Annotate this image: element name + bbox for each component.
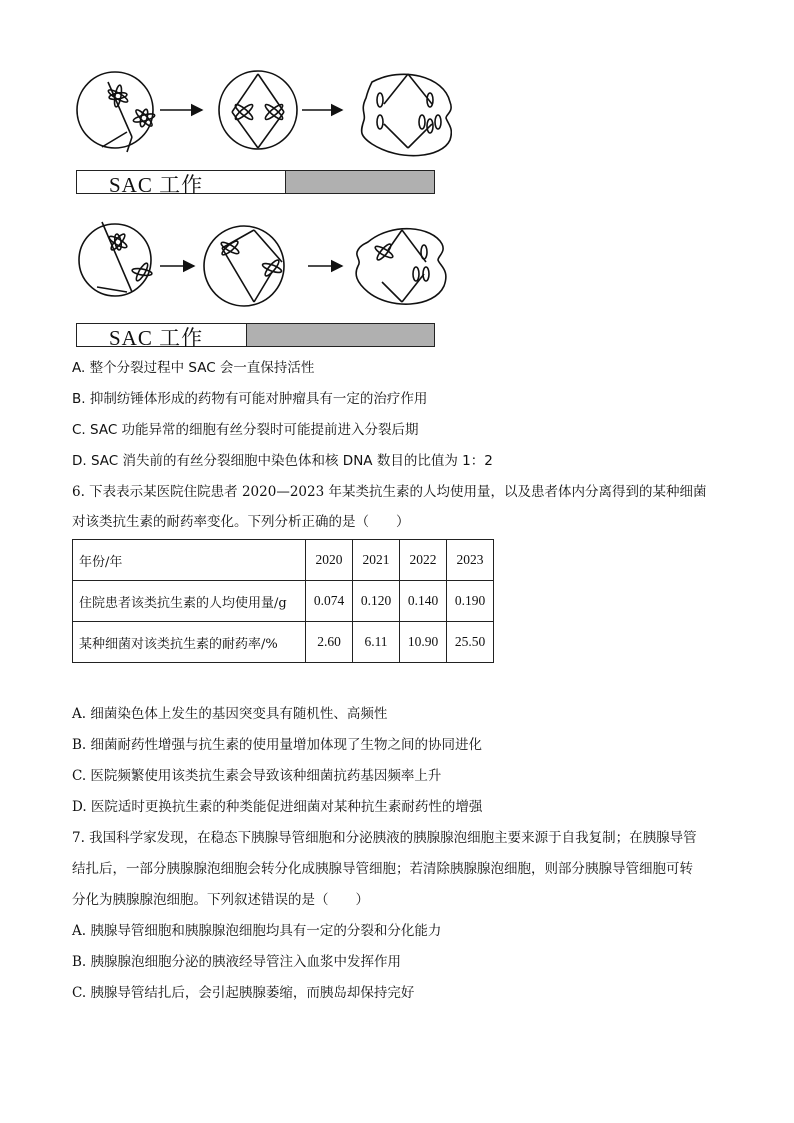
table-cell: 住院患者该类抗生素的人均使用量/g	[73, 581, 306, 622]
table-cell: 0.074	[306, 581, 353, 622]
table-cell: 10.90	[400, 622, 447, 663]
q6-option-d: D. 医院适时更换抗生素的种类能促进细菌对某种抗生素耐药性的增强	[72, 799, 483, 815]
sac-bar-bottom-label: SAC 工作	[109, 326, 204, 350]
q7-option-a: A. 胰腺导管细胞和胰腺腺泡细胞均具有一定的分裂和分化能力	[72, 923, 442, 939]
q6-option-c: C. 医院频繁使用该类抗生素会导致该种细菌抗药基因频率上升	[72, 768, 442, 784]
table-header-cell: 2022	[400, 540, 447, 581]
sac-bar-top-label: SAC 工作	[109, 173, 204, 197]
q7-option-b: B. 胰腺腺泡细胞分泌的胰液经导管注入血浆中发挥作用	[72, 954, 402, 970]
q5-option-d: D. SAC 消失前的有丝分裂细胞中染色体和核 DNA 数目的比值为 1：2	[72, 453, 493, 469]
table-cell: 2.60	[306, 622, 353, 663]
table-cell: 0.120	[353, 581, 400, 622]
q6-stem-line1: 6. 下表表示某医院住院患者 2020—2023 年某类抗生素的人均使用量，以及患者体内分离得到的某种细菌	[72, 484, 707, 500]
table-row	[73, 581, 494, 622]
table-header-cell: 2023	[447, 540, 494, 581]
sac-bar-bottom-inactive	[246, 324, 434, 346]
table-cell: 某种细菌对该类抗生素的耐药率/%	[73, 622, 306, 663]
table-cell: 6.11	[353, 622, 400, 663]
q6-data-table	[72, 539, 494, 663]
sac-bar-bottom	[76, 323, 435, 350]
table-cell: 25.50	[447, 622, 494, 663]
q7-option-c: C. 胰腺导管结扎后，会引起胰腺萎缩，而胰岛却保持完好	[72, 985, 415, 1001]
sac-bar-top	[76, 170, 435, 197]
q7-stem-line2: 结扎后，一部分胰腺腺泡细胞会转分化成胰腺导管细胞；若清除胰腺腺泡细胞，则部分胰腺导管细胞可转	[72, 861, 693, 877]
mitosis-diagram	[72, 62, 452, 352]
table-header-cell: 2021	[353, 540, 400, 581]
mitosis-figure	[72, 62, 452, 352]
table-header-cell: 2020	[306, 540, 353, 581]
q5-option-a: A. 整个分裂过程中 SAC 会一直保持活性	[72, 360, 315, 376]
q5-option-b: B. 抑制纺锤体形成的药物有可能对肿瘤具有一定的治疗作用	[72, 391, 428, 407]
table-cell: 0.140	[400, 581, 447, 622]
q6-option-b: B. 细菌耐药性增强与抗生素的使用量增加体现了生物之间的协同进化	[72, 737, 483, 753]
sac-bar-top-inactive	[285, 171, 434, 193]
table-header-cell: 年份/年	[73, 540, 306, 581]
table-row	[73, 622, 494, 663]
q5-option-c: C. SAC 功能异常的细胞有丝分裂时可能提前进入分裂后期	[72, 422, 419, 438]
q7-stem-line1: 7. 我国科学家发现，在稳态下胰腺导管细胞和分泌胰液的胰腺腺泡细胞主要来源于自我复制；在胰腺导管	[72, 830, 697, 846]
table-cell: 0.190	[447, 581, 494, 622]
q6-stem-line2: 对该类抗生素的耐药率变化。下列分析正确的是（ ）	[72, 514, 410, 530]
q6-option-a: A. 细菌染色体上发生的基因突变具有随机性、高频性	[72, 706, 388, 722]
table-header-row	[73, 540, 494, 581]
q7-stem-line3: 分化为胰腺腺泡细胞。下列叙述错误的是（ ）	[72, 892, 369, 908]
